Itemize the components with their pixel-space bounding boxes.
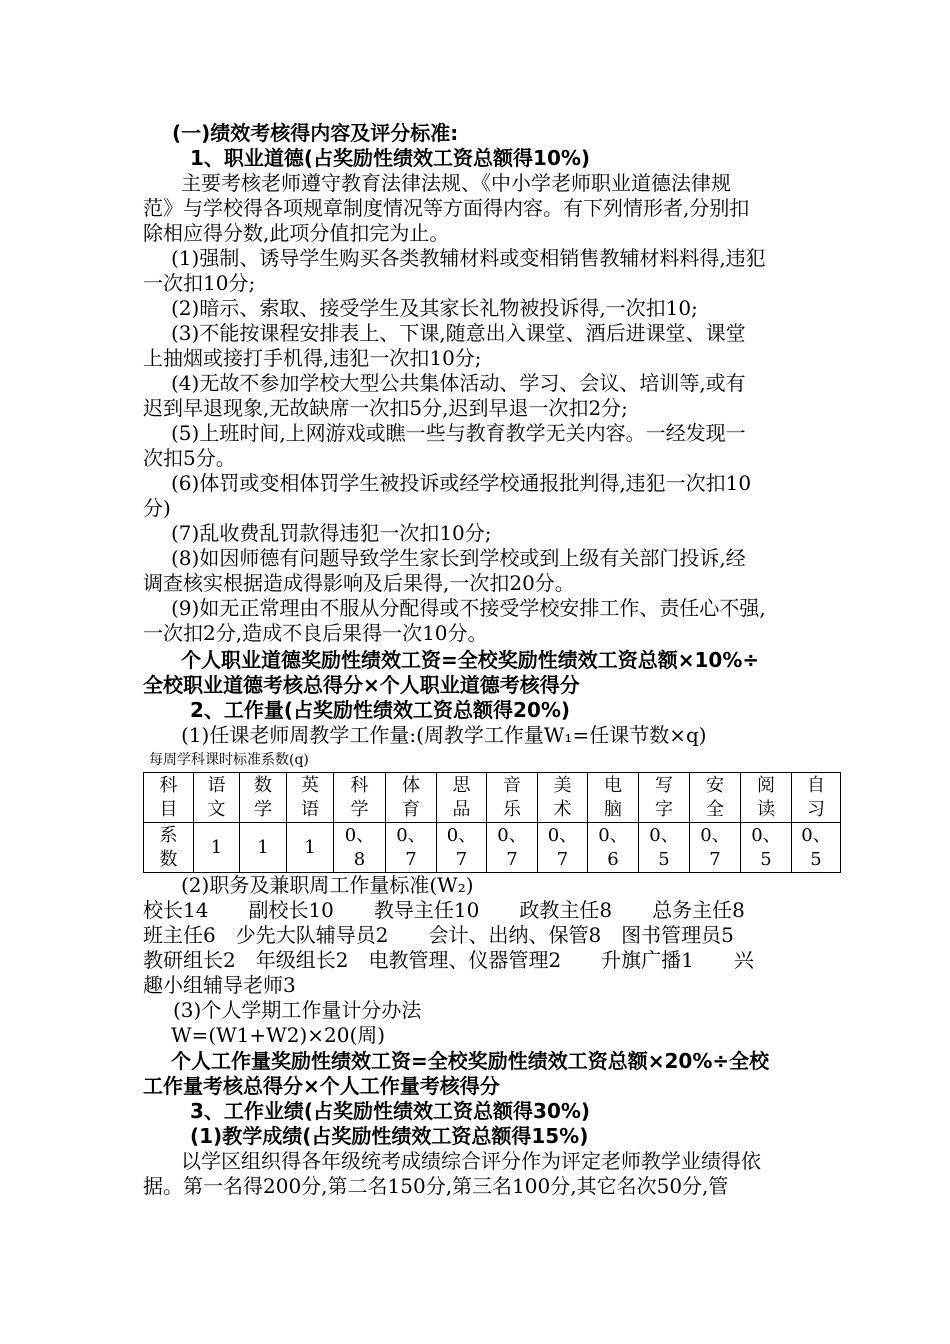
rule-item: (5)上班时间,上网游戏或瞧一些与教育教学无关内容。一经发现一: [171, 421, 746, 445]
table-cell: 音 乐: [487, 773, 538, 823]
formula-workload: 工作量考核总得分×个人工作量考核得分: [143, 1074, 500, 1098]
rule-item: (6)体罚或变相体罚学生被投诉或经学校通报批判得,违犯一次扣10: [171, 471, 752, 495]
rule-item: 调查核实根据造成得影响及后果得,一次扣20分。: [143, 571, 575, 595]
formula-moral: 全校职业道德考核总得分×个人职业道德考核得分: [143, 673, 580, 697]
table-header-row: [144, 773, 841, 823]
table-cell: 1: [194, 823, 240, 873]
position-list-line: 趣小组辅导老师3: [143, 973, 296, 997]
paragraph-line: (1)任课老师周教学工作量:(周教学工作量W₁=任课节数×q): [181, 723, 707, 747]
coefficient-table: [143, 772, 841, 873]
rule-item: (4)无故不参加学校大型公共集体活动、学习、会议、培训等,或有: [171, 371, 746, 395]
table-cell: 0、 7: [487, 823, 538, 873]
rule-item: 迟到早退现象,无故缺席一次扣5分,迟到早退一次扣2分;: [143, 396, 628, 420]
table-cell: 1: [287, 823, 334, 873]
table-cell: 0、 7: [437, 823, 487, 873]
table-cell: 写 字: [639, 773, 690, 823]
position-list-line: 教研组长2 年级组长2 电教管理、仪器管理2 升旗广播1 兴: [143, 948, 754, 972]
rule-item: (9)如无正常理由不服从分配得或不接受学校安排工作、责任心不强,: [171, 596, 766, 620]
table-cell: 美 术: [538, 773, 588, 823]
table-cell: 语 文: [194, 773, 240, 823]
paragraph-line: 据。第一名得200分,第二名150分,第三名100分,其它名次50分,管: [143, 1174, 729, 1198]
table-cell: 0、 5: [792, 823, 841, 873]
paragraph-line: (3)个人学期工作量计分办法: [173, 998, 422, 1022]
table-cell: 思 品: [437, 773, 487, 823]
formula-moral: 个人职业道德奖励性绩效工资=全校奖励性绩效工资总额×10%÷: [181, 648, 760, 672]
paragraph-line: 以学区组织得各年级统考成绩综合评分作为评定老师教学业绩得依: [181, 1149, 761, 1173]
table-cell: 0、 8: [334, 823, 386, 873]
table-cell: 自 习: [792, 773, 841, 823]
rule-item: (1)强制、诱导学生购买各类教辅材料或变相销售教辅材料料得,违犯: [171, 246, 766, 270]
table-cell: 0、 5: [741, 823, 792, 873]
table-cell: 科 目: [144, 773, 194, 823]
table-cell: 0、 7: [690, 823, 741, 873]
table-cell: 数 学: [240, 773, 287, 823]
rule-item: (2)暗示、索取、接受学生及其家长礼物被投诉得,一次扣10;: [171, 296, 698, 320]
table-caption: 每周学科课时标准系数(q): [149, 752, 309, 768]
subsection-heading-teaching: (1)教学成绩(占奖励性绩效工资总额得15%): [190, 1124, 589, 1148]
paragraph-line: (2)职务及兼职周工作量标准(W₂): [181, 873, 474, 897]
table-cell: 英 语: [287, 773, 334, 823]
subsection-heading-performance: 3、工作业绩(占奖励性绩效工资总额得30%): [190, 1099, 591, 1123]
rule-item: (3)不能按课程安排表上、下课,随意出入课堂、酒后进课堂、课堂: [171, 321, 746, 345]
table-cell: 0、 7: [386, 823, 437, 873]
rule-item: (8)如因师德有问题导致学生家长到学校或到上级有关部门投诉,经: [171, 546, 746, 570]
subsection-heading-workload: 2、工作量(占奖励性绩效工资总额得20%): [190, 698, 571, 722]
table-cell: 0、 6: [588, 823, 639, 873]
rule-item: 分): [143, 496, 171, 520]
formula-line: W=(W1+W2)×20(周): [171, 1023, 386, 1047]
rule-item: 上抽烟或接打手机得,违犯一次扣10分;: [143, 346, 482, 370]
paragraph-line: 范》与学校得各项规章制度情况等方面得内容。有下列情形者,分别扣: [143, 196, 750, 220]
table-row: [144, 823, 841, 873]
position-list-line: 校长14 副校长10 教导主任10 政教主任8 总务主任8: [143, 898, 745, 922]
table-cell: 体 育: [386, 773, 437, 823]
table-cell: 安 全: [690, 773, 741, 823]
rule-item: (7)乱收费乱罚款得违犯一次扣10分;: [171, 521, 492, 545]
table-cell: 电 脑: [588, 773, 639, 823]
paragraph-line: 主要考核老师遵守教育法律法规、《中小学老师职业道德法律规: [181, 171, 731, 195]
paragraph-line: 除相应得分数,此项分值扣完为止。: [143, 221, 450, 245]
table-cell: 阅 读: [741, 773, 792, 823]
rule-item: 一次扣10分;: [143, 271, 256, 295]
rule-item: 一次扣2分,造成不良后果得一次10分。: [143, 621, 488, 645]
table-cell: 0、 5: [639, 823, 690, 873]
subsection-heading-moral: 1、职业道德(占奖励性绩效工资总额得10%): [190, 146, 591, 170]
table-cell: 0、 7: [538, 823, 588, 873]
table-cell: 1: [240, 823, 287, 873]
table-cell: 科 学: [334, 773, 386, 823]
rule-item: 次扣5分。: [143, 446, 236, 470]
formula-workload: 个人工作量奖励性绩效工资=全校奖励性绩效工资总额×20%÷全校: [171, 1049, 770, 1073]
table-cell: 系 数: [144, 823, 194, 873]
section-heading: (一)绩效考核得内容及评分标准:: [172, 121, 459, 145]
position-list-line: 班主任6 少先大队辅导员2 会计、出纳、保管8 图书管理员5: [143, 923, 734, 947]
